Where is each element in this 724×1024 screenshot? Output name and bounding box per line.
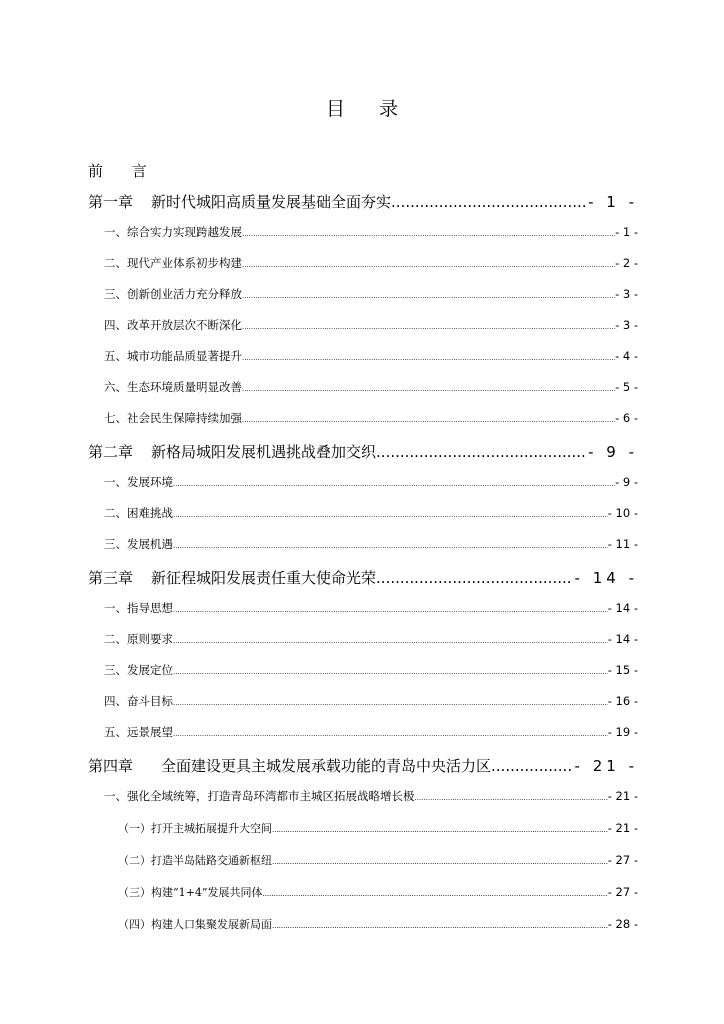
dot-leader — [242, 385, 615, 393]
dot-leader — [272, 858, 608, 866]
section-title: 五、城市功能品质显著提升 — [104, 349, 242, 363]
toc-section[interactable] — [104, 788, 638, 804]
page-number: - 16 - — [607, 694, 638, 708]
section-title: 三、创新创业活力充分释放 — [104, 287, 242, 301]
chapter-number: 第二章 — [88, 443, 134, 461]
section-title: 一、指导思想 — [104, 601, 173, 615]
toc-section[interactable] — [104, 255, 638, 271]
dot-leader — [415, 794, 608, 802]
section-title: 二、原则要求 — [104, 632, 173, 646]
page-number: - 21 - — [607, 821, 638, 835]
page-number: - 14 - — [607, 632, 638, 646]
page-number: - 6 - — [615, 411, 638, 425]
toc-section[interactable] — [104, 662, 638, 678]
page-number: - 27 - — [607, 853, 638, 867]
toc-chapter[interactable] — [88, 755, 638, 776]
dot-leader — [173, 637, 608, 645]
page-number: - 1 - — [615, 225, 638, 239]
page-number: - 14 - — [574, 569, 638, 587]
page-number: - 1 - — [588, 193, 638, 211]
dot-leader — [376, 443, 586, 461]
dot-leader — [272, 922, 608, 930]
dot-leader — [242, 354, 615, 362]
toc-subsection[interactable] — [118, 820, 638, 836]
page-number: - 14 - — [607, 601, 638, 615]
toc-preface[interactable] — [88, 160, 159, 181]
section-title: 七、社会民生保障持续加强 — [104, 411, 242, 425]
toc-section[interactable] — [104, 410, 638, 426]
section-title: 一、综合实力实现跨越发展 — [104, 225, 242, 239]
chapter-title: 新格局城阳发展机遇挑战叠加交织 — [151, 443, 377, 461]
section-title: 四、改革开放层次不断深化 — [104, 318, 242, 332]
dot-leader — [173, 480, 615, 488]
dot-leader — [173, 606, 608, 614]
toc-section[interactable] — [104, 631, 638, 647]
subsection-title: （一）打开主城拓展提升大空间 — [118, 822, 272, 835]
dot-leader — [242, 261, 615, 269]
page-number: - 21 - — [607, 789, 638, 803]
page-number: - 4 - — [615, 349, 638, 363]
subsection-title: （二）打造半岛陆路交通新枢纽 — [118, 854, 272, 867]
toc-section[interactable] — [104, 474, 638, 490]
chapter-number: 第四章 — [88, 757, 134, 775]
dot-leader — [272, 826, 608, 834]
dot-leader — [173, 542, 608, 550]
chapter-number: 第三章 — [88, 569, 134, 587]
dot-leader — [242, 416, 615, 424]
dot-leader — [491, 757, 573, 775]
toc-section[interactable] — [104, 724, 638, 740]
toc-section[interactable] — [104, 348, 638, 364]
dot-leader — [242, 292, 615, 300]
page-number: - 2 - — [615, 256, 638, 270]
section-title: 一、强化全域统筹，打造青岛环湾都市主城区拓展战略增长极 — [104, 789, 415, 803]
chapter-title: 新时代城阳高质量发展基础全面夯实 — [151, 193, 392, 211]
section-title: 二、现代产业体系初步构建 — [104, 256, 242, 270]
page-number: - 10 - — [607, 506, 638, 520]
section-title: 六、生态环境质量明显改善 — [104, 380, 242, 394]
chapter-title: 全面建设更具主城发展承载功能的青岛中央活力区 — [161, 757, 492, 775]
subsection-title: （四）构建人口集聚发展新局面 — [118, 918, 272, 931]
toc-section[interactable] — [104, 317, 638, 333]
toc-subsection[interactable] — [118, 884, 638, 900]
dot-leader — [173, 699, 608, 707]
page-number: - 3 - — [615, 318, 638, 332]
toc-chapter[interactable] — [88, 567, 638, 588]
toc-section[interactable] — [104, 379, 638, 395]
toc-subsection[interactable] — [118, 916, 638, 932]
page-number: - 3 - — [615, 287, 638, 301]
page-number: - 9 - — [615, 475, 638, 489]
toc-title: 目 录 — [325, 98, 413, 120]
toc-subsection[interactable] — [118, 852, 638, 868]
page-number: - 5 - — [615, 380, 638, 394]
page-number: - 27 - — [607, 885, 638, 899]
page-number: - 9 - — [588, 443, 638, 461]
section-title: 四、奋斗目标 — [104, 694, 173, 708]
section-title: 二、困难挑战 — [104, 506, 173, 520]
toc-section[interactable] — [104, 600, 638, 616]
dot-leader — [391, 193, 586, 211]
section-title: 三、发展定位 — [104, 663, 173, 677]
dot-leader — [173, 730, 608, 738]
toc-section[interactable] — [104, 693, 638, 709]
dot-leader — [173, 668, 608, 676]
subsection-title: （三）构建“1+4”发展共同体 — [118, 886, 263, 899]
page-number: - 15 - — [607, 663, 638, 677]
section-title: 一、发展环境 — [104, 475, 173, 489]
preface-label: 前 言 — [88, 162, 159, 180]
toc-chapter[interactable] — [88, 441, 638, 462]
page-number: - 21 - — [574, 757, 638, 775]
dot-leader — [262, 890, 607, 898]
dot-leader — [173, 511, 608, 519]
dot-leader — [242, 323, 615, 331]
section-title: 五、远景展望 — [104, 725, 173, 739]
toc-chapter[interactable] — [88, 191, 638, 212]
toc-section[interactable] — [104, 536, 638, 552]
page-number: - 19 - — [607, 725, 638, 739]
toc-section[interactable] — [104, 286, 638, 302]
dot-leader — [242, 230, 615, 238]
section-title: 三、发展机遇 — [104, 537, 173, 551]
page-number: - 28 - — [607, 917, 638, 931]
toc-section[interactable] — [104, 505, 638, 521]
chapter-number: 第一章 — [88, 193, 134, 211]
toc-section[interactable] — [104, 224, 638, 240]
page-number: - 11 - — [607, 537, 638, 551]
chapter-title: 新征程城阳发展责任重大使命光荣 — [151, 569, 377, 587]
dot-leader — [376, 569, 573, 587]
